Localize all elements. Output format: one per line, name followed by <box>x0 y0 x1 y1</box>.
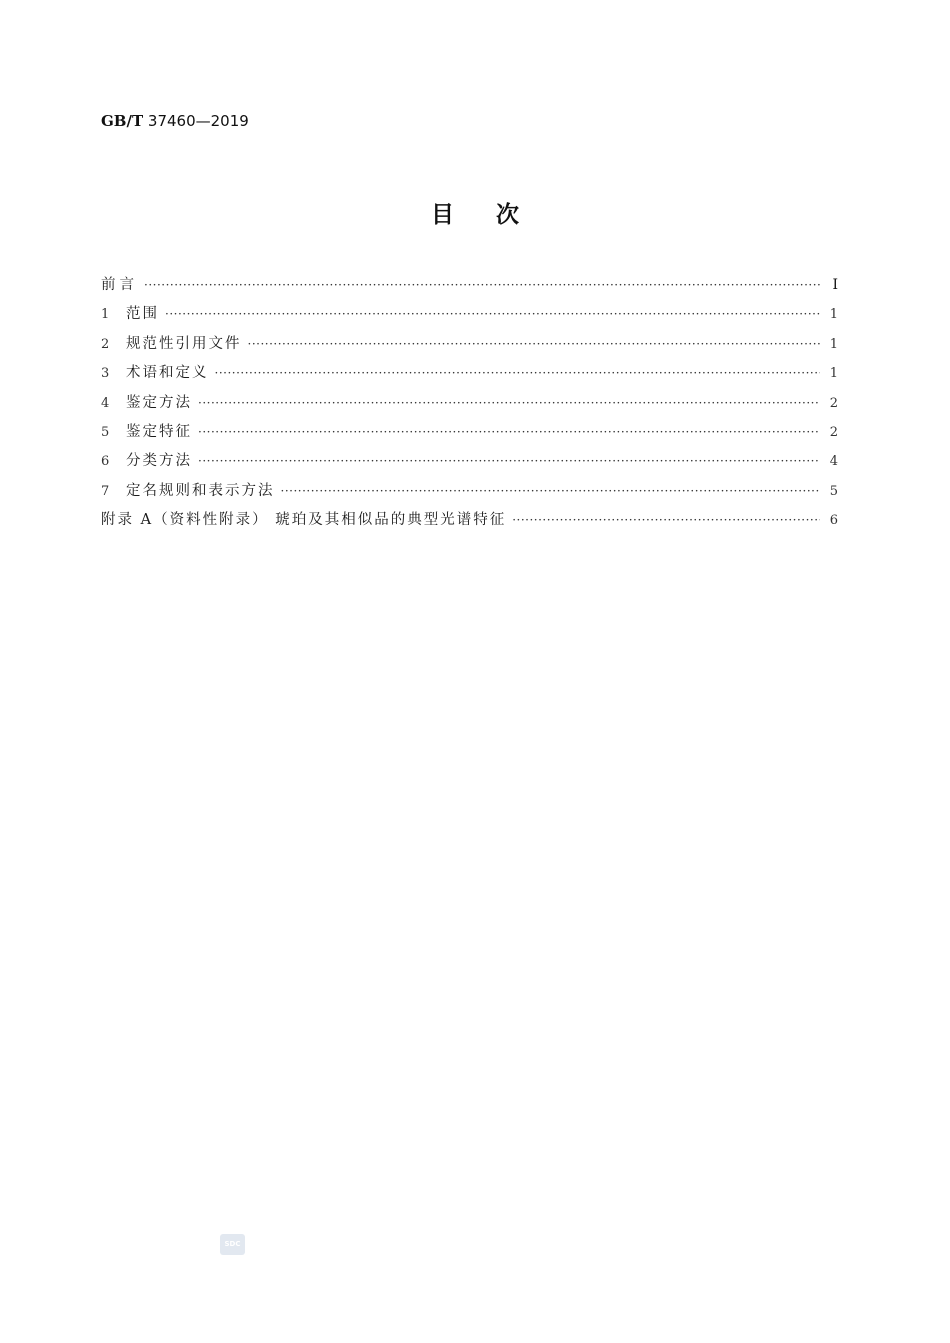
toc-entry-identification-methods[interactable] <box>101 393 838 422</box>
toc-entry-number: 4 <box>101 395 110 411</box>
toc-leader-dots <box>144 275 820 295</box>
toc-entry-label: 前言 <box>101 277 138 293</box>
table-of-contents <box>101 275 838 540</box>
toc-entry-label: 鉴定方法 <box>126 394 192 411</box>
toc-entry-number: 7 <box>101 483 110 499</box>
toc-entry-page: 5 <box>829 483 838 499</box>
toc-leader-dots <box>198 451 820 471</box>
toc-entry-foreword[interactable] <box>101 275 838 304</box>
toc-entry-page: 2 <box>829 424 838 440</box>
toc-entry-identification-features[interactable] <box>101 422 838 451</box>
toc-entry-scope[interactable] <box>101 304 838 333</box>
toc-entry-label: 附录 A（资料性附录） 琥珀及其相似品的典型光谱特征 <box>101 512 507 529</box>
toc-entry-number: 5 <box>101 424 110 440</box>
toc-entry-page: 1 <box>829 336 838 352</box>
toc-entry-page: Ⅰ <box>832 277 838 293</box>
toc-entry-number: 1 <box>101 307 110 323</box>
toc-entry-page: 4 <box>829 454 838 470</box>
sdc-watermark-logo: SDC <box>220 1234 245 1255</box>
toc-entry-label: 范围 <box>126 306 159 323</box>
toc-leader-dots <box>165 304 820 324</box>
standard-number: 37460—2019 <box>147 112 249 130</box>
toc-leader-dots <box>215 363 821 383</box>
toc-leader-dots <box>198 393 820 413</box>
toc-entry-label: 定名规则和表示方法 <box>126 482 275 499</box>
toc-entry-naming-rules[interactable] <box>101 481 838 510</box>
toc-entry-annex-a[interactable] <box>101 510 838 539</box>
toc-entry-number: 2 <box>101 336 110 352</box>
toc-leader-dots <box>198 422 820 442</box>
toc-entry-label: 规范性引用文件 <box>126 335 242 352</box>
toc-entry-label: 分类方法 <box>126 453 192 470</box>
toc-leader-dots <box>512 510 820 530</box>
toc-entry-page: 1 <box>829 307 838 323</box>
toc-entry-classification-methods[interactable] <box>101 451 838 480</box>
toc-leader-dots <box>248 334 821 354</box>
standard-code <box>101 112 249 130</box>
toc-entry-normative-references[interactable] <box>101 334 838 363</box>
toc-entry-page: 1 <box>829 366 838 382</box>
page-title: 目次 <box>431 202 561 228</box>
standard-prefix: GB/T <box>101 112 144 130</box>
toc-entry-number: 6 <box>101 454 110 470</box>
toc-entry-label: 鉴定特征 <box>126 423 192 440</box>
toc-entry-terms-definitions[interactable] <box>101 363 838 392</box>
toc-entry-page: 6 <box>829 513 838 529</box>
toc-leader-dots <box>281 481 821 501</box>
toc-entry-number: 3 <box>101 366 110 382</box>
toc-entry-page: 2 <box>829 395 838 411</box>
toc-entry-label: 术语和定义 <box>126 365 209 382</box>
